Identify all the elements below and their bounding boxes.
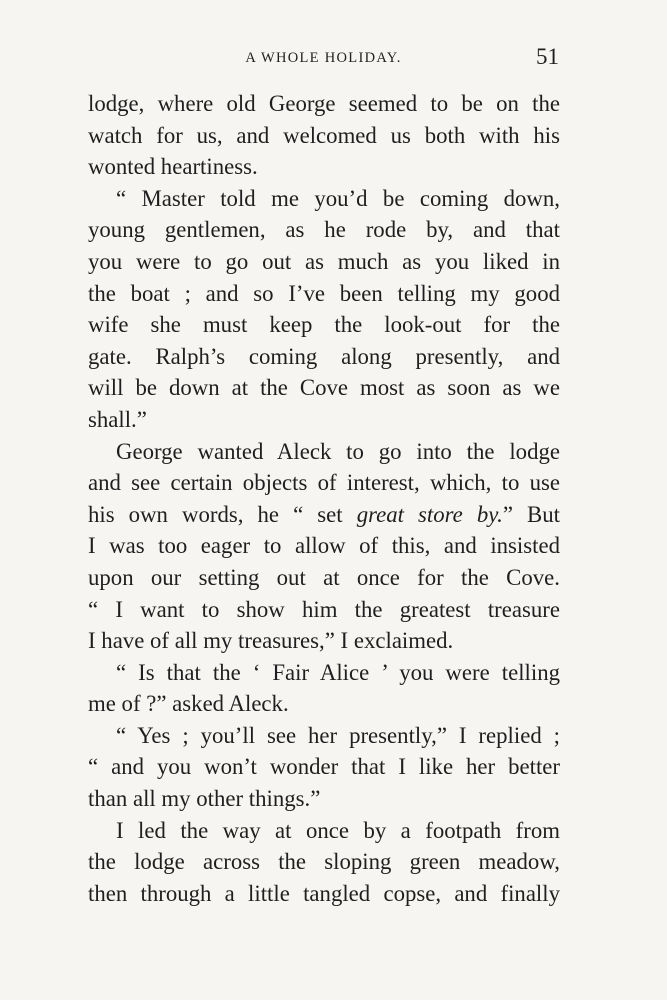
line-text: his own words, he “ set	[88, 501, 357, 527]
line-text: the lodge across the sloping green meadow,	[88, 849, 560, 875]
text-line	[88, 404, 560, 436]
text-line	[88, 341, 560, 373]
line-text: you were to go out as much as you liked in	[88, 248, 560, 274]
line-text: and see certain objects of interest, which, to use	[88, 470, 560, 496]
line-text: “ I want to show him the greatest treasure	[88, 596, 560, 622]
text-line	[88, 88, 560, 120]
line-text: young gentlemen, as he rode by, and that	[88, 217, 560, 243]
text-line	[88, 214, 560, 246]
line-text: than all my other things.”	[88, 786, 321, 812]
text-line	[88, 309, 560, 341]
line-text: I was too eager to allow of this, and insisted	[88, 533, 560, 559]
line-text: then through a little tangled copse, and finally	[88, 880, 560, 906]
text-line	[88, 530, 560, 562]
text-line	[88, 436, 560, 468]
line-text: wife she must keep the look-out for the	[88, 312, 560, 338]
line-text: “ Yes ; you’ll see her presently,” I replied ;	[116, 722, 560, 748]
line-text: upon our setting out at once for the Cove.	[88, 564, 560, 590]
line-text: wonted heartiness.	[88, 154, 258, 180]
text-line	[88, 120, 560, 152]
page-header	[88, 44, 559, 78]
text-line	[88, 657, 560, 689]
line-text: George wanted Aleck to go into the lodge	[116, 438, 560, 464]
text-line	[88, 688, 560, 720]
text-line	[88, 720, 560, 752]
body-text	[88, 88, 560, 909]
text-line	[88, 372, 560, 404]
text-line	[88, 246, 560, 278]
line-text: “ Is that the ‘ Fair Alice ’ you were telling	[116, 659, 560, 685]
line-text: “ and you won’t wonder that I like her better	[88, 754, 560, 780]
line-text: I led the way at once by a footpath from	[116, 817, 560, 843]
line-text: the boat ; and so I’ve been telling my good	[88, 280, 560, 306]
text-line	[88, 151, 560, 183]
text-line	[88, 278, 560, 310]
page-number: 51	[536, 44, 559, 69]
text-line	[88, 751, 560, 783]
text-line	[88, 183, 560, 215]
line-text: “ Master told me you’d be coming down,	[116, 185, 560, 211]
text-line	[88, 846, 560, 878]
line-text-after: ” But	[502, 501, 560, 527]
text-line	[88, 499, 560, 531]
line-text: shall.”	[88, 406, 147, 432]
text-line	[88, 783, 560, 815]
line-text: will be down at the Cove most as soon as we	[88, 375, 560, 401]
text-line	[88, 562, 560, 594]
line-text: me of ?” asked Aleck.	[88, 691, 289, 717]
text-line	[88, 625, 560, 657]
italic-phrase: great store by.	[356, 501, 503, 527]
running-title: A WHOLE HOLIDAY.	[245, 50, 402, 66]
text-line	[88, 594, 560, 626]
text-line	[88, 878, 560, 910]
line-text: watch for us, and welcomed us both with his	[88, 122, 560, 148]
line-text: gate. Ralph’s coming along presently, and	[88, 343, 560, 369]
text-line	[88, 815, 560, 847]
text-line	[88, 467, 560, 499]
line-text: I have of all my treasures,” I exclaimed.	[88, 628, 454, 654]
line-text: lodge, where old George seemed to be on the	[88, 91, 560, 116]
